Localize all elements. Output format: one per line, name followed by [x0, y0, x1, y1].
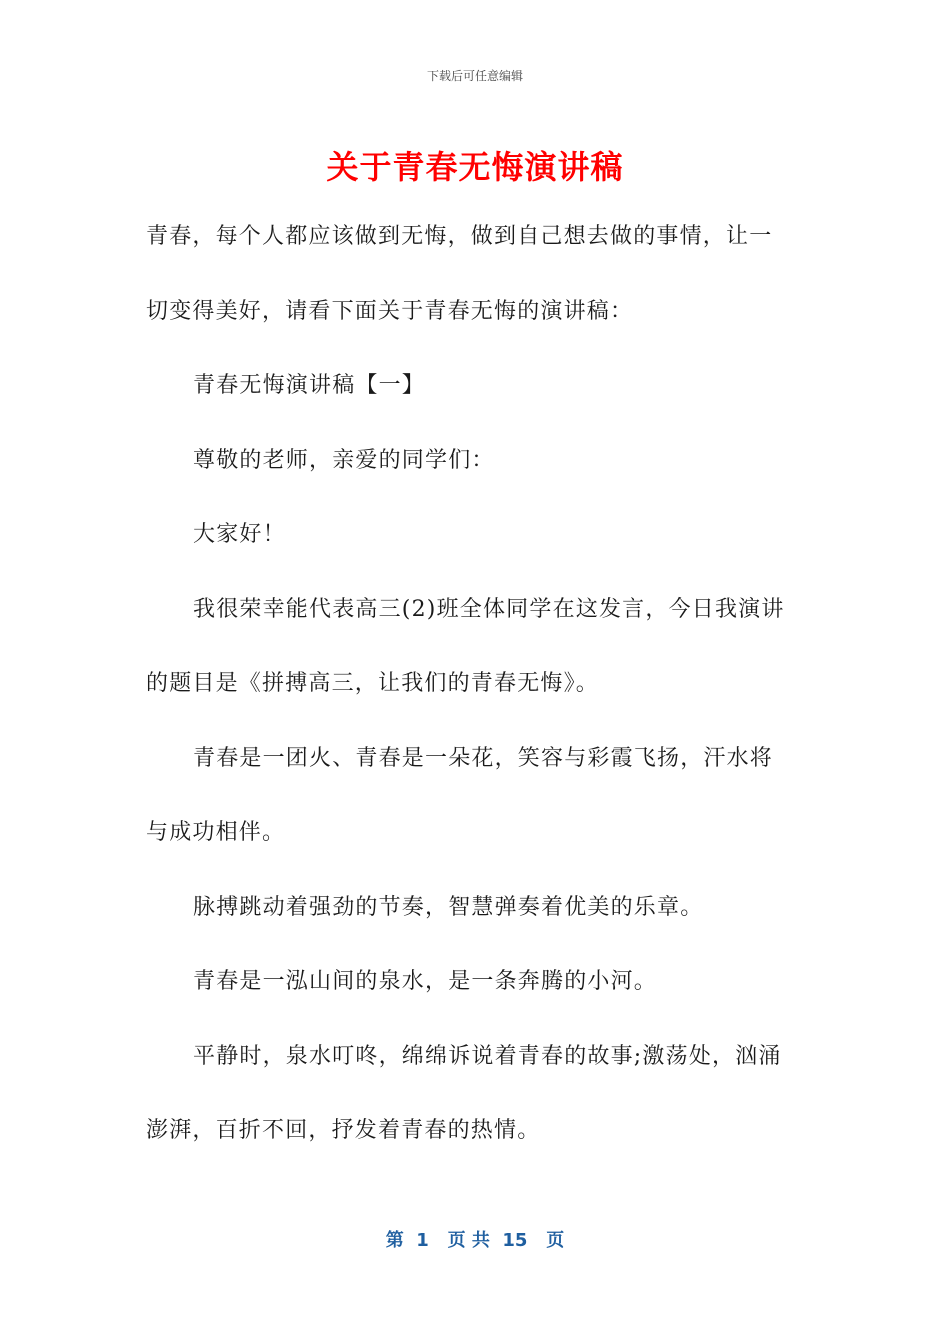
paragraph-line: 我很荣幸能代表高三(2)班全体同学在这发言，今日我演讲 [193, 596, 785, 622]
greeting: 大家好！ [193, 522, 286, 547]
paragraph-line: 与成功相伴。 [146, 820, 286, 845]
paragraph-line: 青春是一泓山间的泉水，是一条奔腾的小河。 [193, 969, 658, 994]
page-number-footer: 第 1 页 共 15 页 [385, 1230, 565, 1251]
paragraph-line: 切变得美好，请看下面关于青春无悔的演讲稿： [146, 298, 634, 324]
paragraph-line: 脉搏跳动着强劲的节奏，智慧弹奏着优美的乐章。 [193, 894, 704, 920]
paragraph-line: 澎湃，百折不回，抒发着青春的热情。 [146, 1118, 541, 1143]
header-note: 下载后可任意编辑 [426, 69, 523, 83]
document-body [146, 200, 806, 1169]
section-heading: 青春无悔演讲稿【一】 [193, 373, 426, 398]
paragraph-line: 青春，每个人都应该做到无悔，做到自己想去做的事情，让一 [146, 224, 773, 249]
document-title: 关于青春无悔演讲稿 [326, 148, 624, 186]
paragraph-line: 平静时，泉水叮咚，绵绵诉说着青春的故事;激荡处，汹涌 [193, 1043, 782, 1069]
paragraph-line: 青春是一团火、青春是一朵花，笑容与彩霞飞扬，汗水将 [193, 745, 774, 771]
paragraph-line: 的题目是《拼搏高三，让我们的青春无悔》。 [146, 671, 600, 696]
salutation: 尊敬的老师，亲爱的同学们： [193, 447, 495, 473]
